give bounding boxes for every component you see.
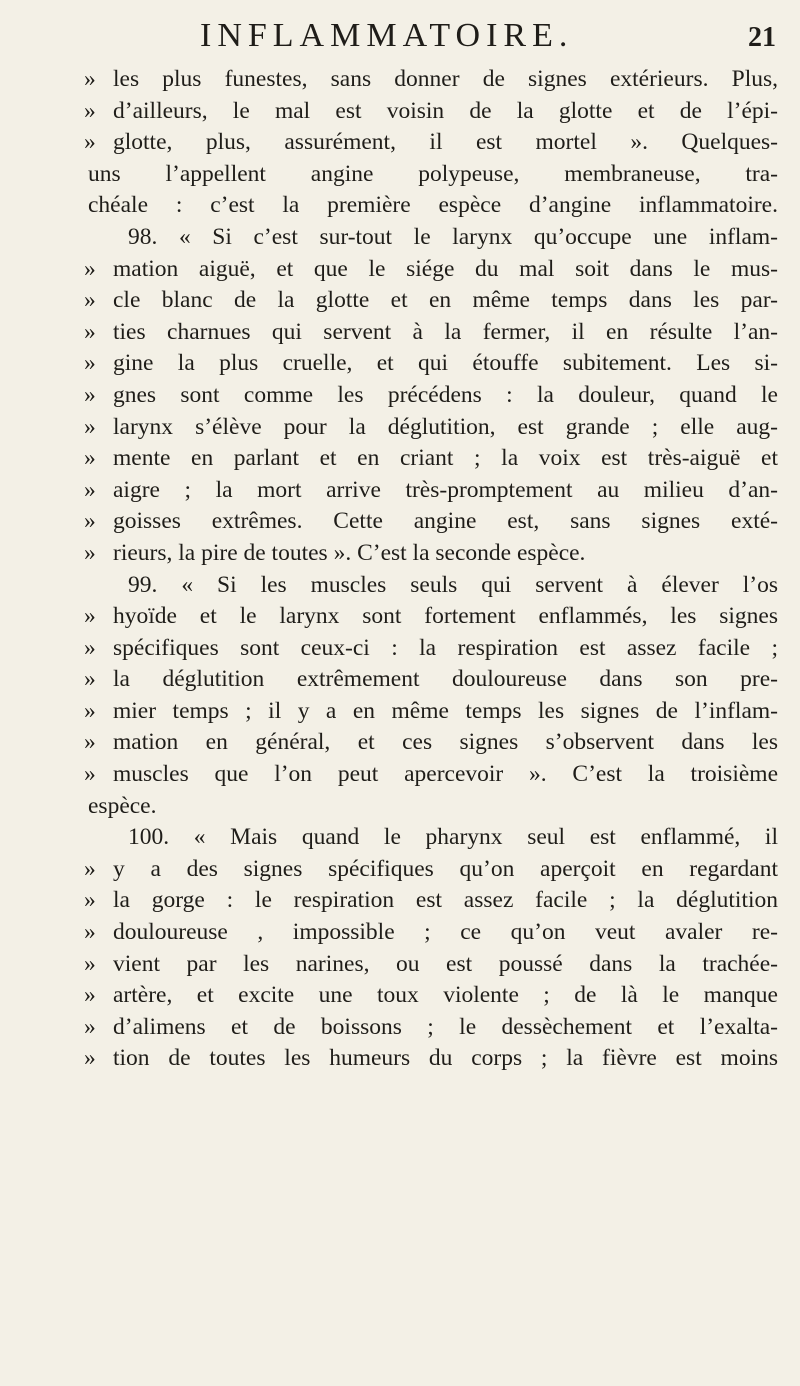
line-text: mier temps ; il y a en même temps les signes de l’inflam- [113,697,778,724]
text-line [0,64,800,96]
text-line [0,412,800,444]
text-line [0,506,800,538]
quote-mark: » [84,761,96,788]
line-text: goisses extrêmes. Cette angine est, sans signes exté- [113,508,778,535]
text-line [0,1043,800,1075]
quote-mark: » [84,982,96,1009]
text-line [0,159,800,191]
line-text: larynx s’élève pour la déglutition, est grande ; elle aug- [113,413,778,440]
quote-mark: » [84,287,96,314]
text-line [0,885,800,917]
line-text: les plus funestes, sans donner de signes extérieurs. Plus, [113,66,778,92]
paragraph-start-98 [0,222,800,254]
line-text: hyoïde et le larynx sont fortement enflammés, les signes [113,603,778,630]
quote-mark: » [84,539,96,566]
line-text: 99. « Si les muscles seuls qui servent à élever l’os [128,571,778,598]
text-line [0,917,800,949]
quote-mark: » [84,318,96,345]
line-text: 98. « Si c’est sur-tout le larynx qu’occupe une inflam- [128,223,778,250]
line-text: chéale : c’est la première espèce d’angine inflammatoire. [88,192,778,219]
text-line [0,791,800,823]
text-line [0,190,800,222]
quote-mark: » [84,666,96,693]
quote-mark: » [84,603,96,630]
line-text: douloureuse , impossible ; ce qu’on veut avaler re- [113,919,778,946]
line-text: la gorge : le respiration est assez facile ; la déglutition [113,887,778,914]
paragraph-start-100 [0,822,800,854]
quote-mark: » [84,887,96,914]
running-title: INFLAMMATOIRE. [200,17,574,54]
line-text: 100. « Mais quand le pharynx seul est enflammé, il [128,824,778,851]
line-text: ties charnues qui servent à la fermer, il en résulte l’an- [113,318,778,345]
text-line [0,254,800,286]
text-line [0,443,800,475]
quote-mark: » [84,1045,96,1072]
line-text: y a des signes spécifiques qu’on aperçoit en regardant [113,855,778,882]
line-text: d’alimens et de boissons ; le dessèchement et l’exalta- [113,1013,778,1040]
page-number: 21 [748,22,776,53]
quote-mark: » [84,1013,96,1040]
quote-mark: » [84,476,96,503]
line-text: gnes sont comme les précédens : la douleur, quand le [113,381,778,408]
quote-mark: » [84,445,96,472]
text-line [0,1012,800,1044]
line-text: rieurs, la pire de toutes ». C’est la seconde espèce. [113,539,586,566]
line-text: vient par les narines, ou est poussé dans la trachée- [113,950,778,977]
quote-mark: » [84,350,96,377]
line-text: cle blanc de la glotte et en même temps dans les par- [113,287,778,314]
line-text: d’ailleurs, le mal est voisin de la glotte et de l’épi- [113,97,778,124]
quote-mark: » [84,66,96,92]
quote-mark: » [84,255,96,282]
line-text: mation en général, et ces signes s’observent dans les [113,729,778,756]
quote-mark: » [84,381,96,408]
line-text: mente en parlant et en criant ; la voix est très-aiguë et [113,445,778,472]
line-text: aigre ; la mort arrive très-promptement au milieu d’an- [113,476,778,503]
text-line [0,854,800,886]
text-line [0,538,800,570]
text-line [0,949,800,981]
text-line [0,727,800,759]
body-text [0,64,800,1075]
quote-mark: » [84,729,96,756]
line-text: tion de toutes les humeurs du corps ; la fièvre est moins [113,1045,778,1072]
line-text: gine la plus cruelle, et qui étouffe subitement. Les si- [113,350,778,377]
text-line [0,317,800,349]
quote-mark: » [84,697,96,724]
quote-mark: » [84,855,96,882]
text-line [0,601,800,633]
line-text: glotte, plus, assurément, il est mortel ». Quelques- [113,129,778,156]
quote-mark: » [84,634,96,661]
line-text: espèce. [88,792,157,819]
line-text: muscles que l’on peut apercevoir ». C’est la troisième [113,761,778,788]
line-text: uns l’appellent angine polypeuse, membraneuse, tra- [88,160,778,187]
text-line [0,980,800,1012]
quote-mark: » [84,413,96,440]
line-text: la déglutition extrêmement douloureuse dans son pre- [113,666,778,693]
quote-mark: » [84,97,96,124]
line-text: mation aiguë, et que le siége du mal soit dans le mus- [113,255,778,282]
line-text: artère, et excite une toux violente ; de là le manque [113,982,778,1009]
paragraph-start-99 [0,570,800,602]
text-line [0,285,800,317]
text-line [0,664,800,696]
text-line [0,475,800,507]
text-line [0,127,800,159]
quote-mark: » [84,129,96,156]
text-line [0,633,800,665]
running-head [88,14,778,58]
line-text: spécifiques sont ceux-ci : la respiration est assez facile ; [113,634,778,661]
text-line [0,380,800,412]
quote-mark: » [84,950,96,977]
text-line [0,759,800,791]
text-line [0,96,800,128]
text-line [0,348,800,380]
quote-mark: » [84,919,96,946]
quote-mark: » [84,508,96,535]
text-line [0,696,800,728]
